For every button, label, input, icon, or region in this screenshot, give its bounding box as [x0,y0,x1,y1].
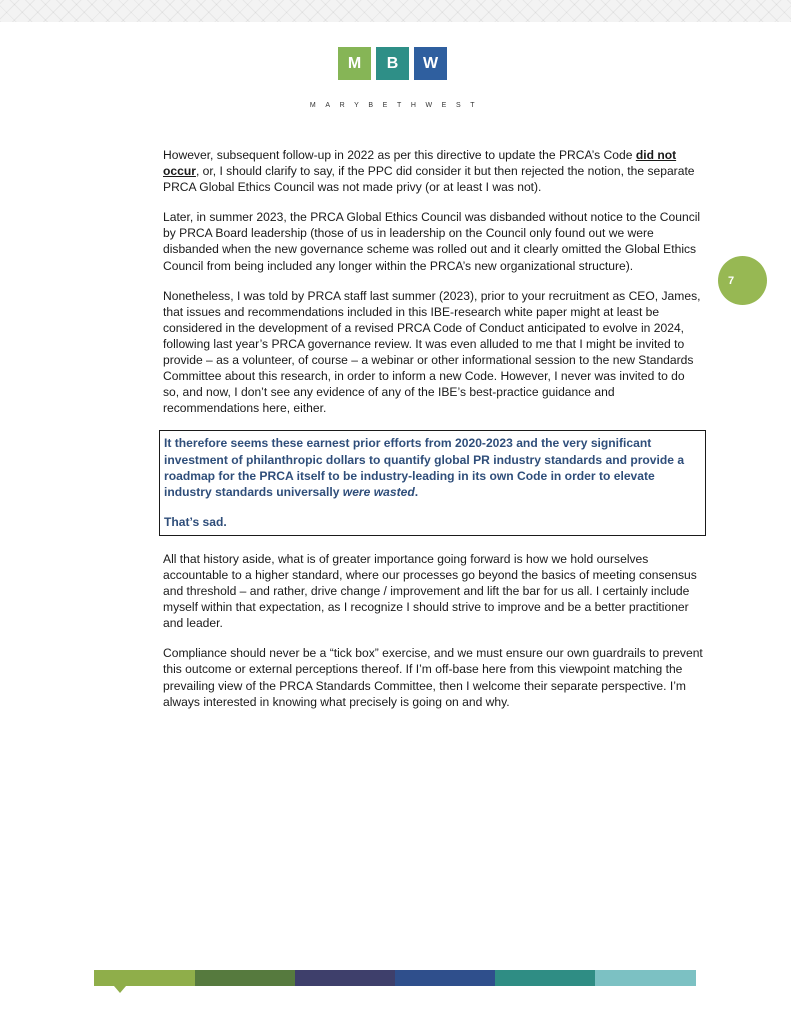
footer-segment-3 [295,970,395,986]
letter-body [163,147,703,724]
callout-emphasis: were wasted [342,484,415,499]
paragraph-4: All that history aside, what is of greater importance going forward is how we hold ourselves accountable to a higher standard, where our processes go beyond the basics of meeting consensus and threshold – and rather, drive change / improvement and lift the bar for us all. I certainly include myself within that expectation, as I recognize I should strive to improve and be a better practitioner and leader. [163,551,697,631]
callout-text-start: It therefore seems these earnest prior efforts from 2020-2023 and the very significant investment of philanthropic dollars to quantify global PR industry standards and provide a roadmap for the PRCA itself to be industry-leading in its own Code in order to elevate industry standards universally [164,436,685,499]
page-number-badge: 7 [718,256,767,305]
footer-segment-6 [595,970,696,986]
callout-closing: That’s sad. [164,514,227,529]
footer-notch [114,986,126,993]
callout-text [164,435,697,499]
logo-subtitle: MARYBETHWEST [309,102,485,109]
mbw-logo [338,47,447,80]
paragraph-2: Later, in summer 2023, the PRCA Global Ethics Council was disbanded without notice to the Council by PRCA Board leadership (those of us in leadership on the Council only found out we were disbanded when the new governance scheme was rolled out and it clearly omitted the Global Ethics Council from being included any longer within the PRCA’s new organizational structure). [163,210,701,273]
footer-segment-2 [195,970,295,986]
footer-segment-4 [395,970,495,986]
paragraph-5: Compliance should never be a “tick box” exercise, and we must ensure our own guardrails to prevent this outcome or external perceptions thereof. If I’m off-base here from this viewpoint matching the prevailing view of the PRCA Standards Committee, then I welcome their separate perspective. I’m always interested in knowing what precisely is going on and why. [163,646,703,709]
header-pattern [0,0,791,22]
logo-letter-b: B [376,47,409,80]
paragraph-3: Nonetheless, I was told by PRCA staff last summer (2023), prior to your recruitment as CEO, James, that issues and recommendations included in this IBE-research white paper might at least be considered in the development of a revised PRCA Code of Conduct anticipated to evolve in 2024, following last year’s PRCA governance review. It was even alluded to me that I might be invited to provide – as a volunteer, of course – a webinar or other informational session to the new Standards Committee about this research, in order to inform a new Code. However, I never was invited to do so, and now, I don’t see any evidence of any of the IBE’s best-practice guidance and recommendations here, either. [163,288,701,416]
callout-text-end: . [414,484,419,499]
paragraph-1-emphasis: did not occur [163,148,677,179]
paragraph-1-end: , or, I should clarify to say, if the PPC did consider it but then rejected the notion, the separate PRCA Global Ethics Council was not made privy (or at least I was not). [163,164,695,195]
logo-letter-m: M [338,47,371,80]
paragraph-1-start: However, subsequent follow-up in 2022 as per this directive to update the PRCA’s Code [163,148,636,162]
paragraph-1 [163,147,703,195]
logo-letter-w: W [414,47,447,80]
footer-segment-1 [94,970,195,986]
footer-color-bar [94,970,696,986]
callout-box [159,430,706,535]
footer-segment-5 [495,970,595,986]
